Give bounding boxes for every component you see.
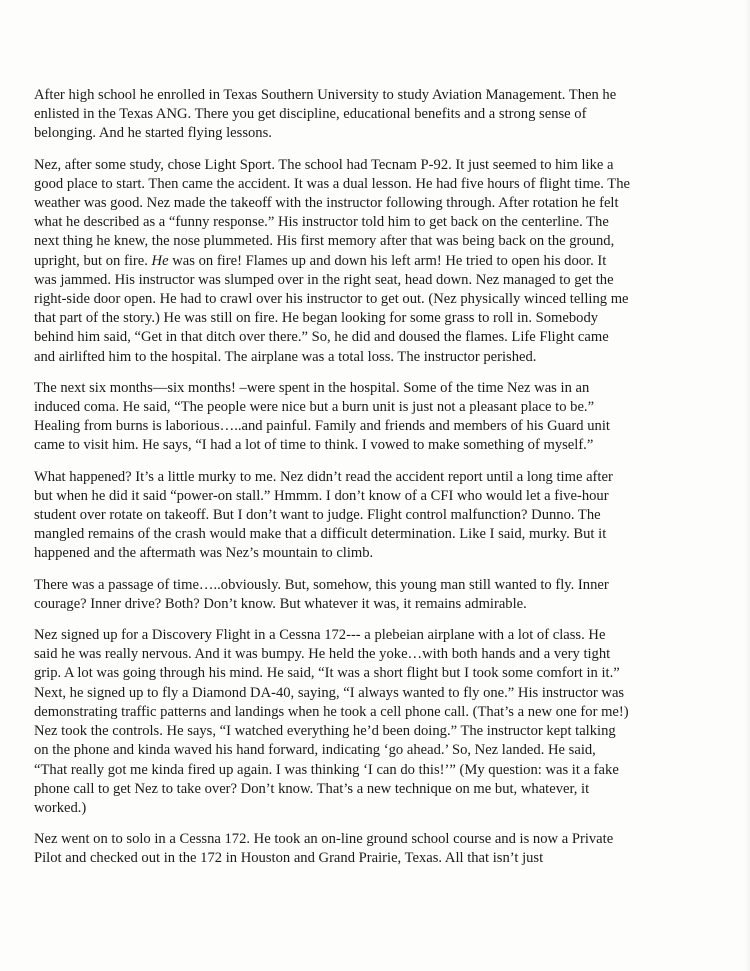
paragraph-7 <box>34 830 630 868</box>
paragraph-text: Nez, after some study, chose Light Sport. The school had Tecnam P-92. It just seemed to him like a good place to start. Then came the accident. It was a dual lesson. He had five hours of flight time. The weather was good. Nez made the takeoff with the instructor following through. After rotation he felt what he described as a “funny response.” His instructor told him to get back on the centerline. The next thing he knew, the nose plummeted. His first memory after that was being back on the ground, upright, but on fire. <box>34 156 630 269</box>
emphasized-text: He <box>151 252 169 269</box>
paragraph-1 <box>34 86 630 144</box>
paragraph-text: What happened? It’s a little murky to me. Nez didn’t read the accident report until a long time after but when he did it said “power-on stall.” Hmmm. I don’t know of a CFI who would let a five-hour student over rotate on takeoff. But I don’t want to judge. Flight control malfunction? Dunno. The mangled remains of the crash would make that a difficult determination. Like I said, murky. But it happened and the aftermath was Nez’s mountain to climb. <box>34 468 613 562</box>
paragraph-4 <box>34 468 630 564</box>
paragraph-text: The next six months—six months! –were spent in the hospital. Some of the time Nez was in an induced coma. He said, “The people were nice but a burn unit is just not a pleasant place to be.” Healing from burns is laborious…..and painful. Family and friends and members of his Guard unit came to visit him. He says, “I had a lot of time to think. I vowed to make something of myself.” <box>34 379 610 454</box>
paragraph-text: was on fire! Flames up and down his left arm! He tried to open his door. It was jammed. His instructor was slumped over in the right seat, head down. Nez managed to get the right-side door open. He had to crawl over his instructor to get out. (Nez physically winced telling me that part of the story.) He was still on fire. He began looking for some grass to roll in. Somebody behind him said, “Get in that ditch over there.” So, he did and doused the flames. Life Flight came and airlifted him to the hospital. The airplane was a total loss. The instructor perished. <box>34 252 629 365</box>
paragraph-text: Nez went on to solo in a Cessna 172. He took an on-line ground school course and is now a Private Pilot and checked out in the 172 in Houston and Grand Prairie, Texas. All that isn’t just <box>34 831 614 867</box>
paragraph-text: There was a passage of time…..obviously. But, somehow, this young man still wanted to fly. Inner courage? Inner drive? Both? Don’t know. But whatever it was, it remains admirable. <box>34 576 609 612</box>
paragraph-6 <box>34 626 630 818</box>
paragraph-text: After high school he enrolled in Texas Southern University to study Aviation Management. Then he enlisted in the Texas ANG. There you get discipline, educational benefits and a strong sense of belonging. And he started flying lessons. <box>34 87 617 142</box>
document-body <box>34 86 630 869</box>
scan-edge-shadow <box>744 0 750 971</box>
paragraph-3 <box>34 379 630 456</box>
paragraph-2 <box>34 156 630 367</box>
paragraph-5 <box>34 576 630 614</box>
paragraph-text: Nez signed up for a Discovery Flight in a Cessna 172--- a plebeian airplane with a lot of class. He said he was really nervous. And it was bumpy. He held the yoke…with both hands and a very tight grip. A lot was going through his mind. He said, “It was a short flight but I took some comfort in it.” Next, he signed up to fly a Diamond DA-40, saying, “I always wanted to fly one.” His instructor was demonstrating traffic patterns and landings when he took a cell phone call. (That’s a new one for me!) Nez took the controls. He says, “I watched everything he’d been doing.” The instructor kept talking on the phone and kinda waved his hand forward, indicating ‘go ahead.’ So, Nez landed. He said, “That really got me kinda fired up again. I was thinking ‘I can do this!’” (My question: was it a fake phone call to get Nez to take over? Don’t know. That’s a new technique on me but, whatever, it worked.) <box>34 627 629 816</box>
